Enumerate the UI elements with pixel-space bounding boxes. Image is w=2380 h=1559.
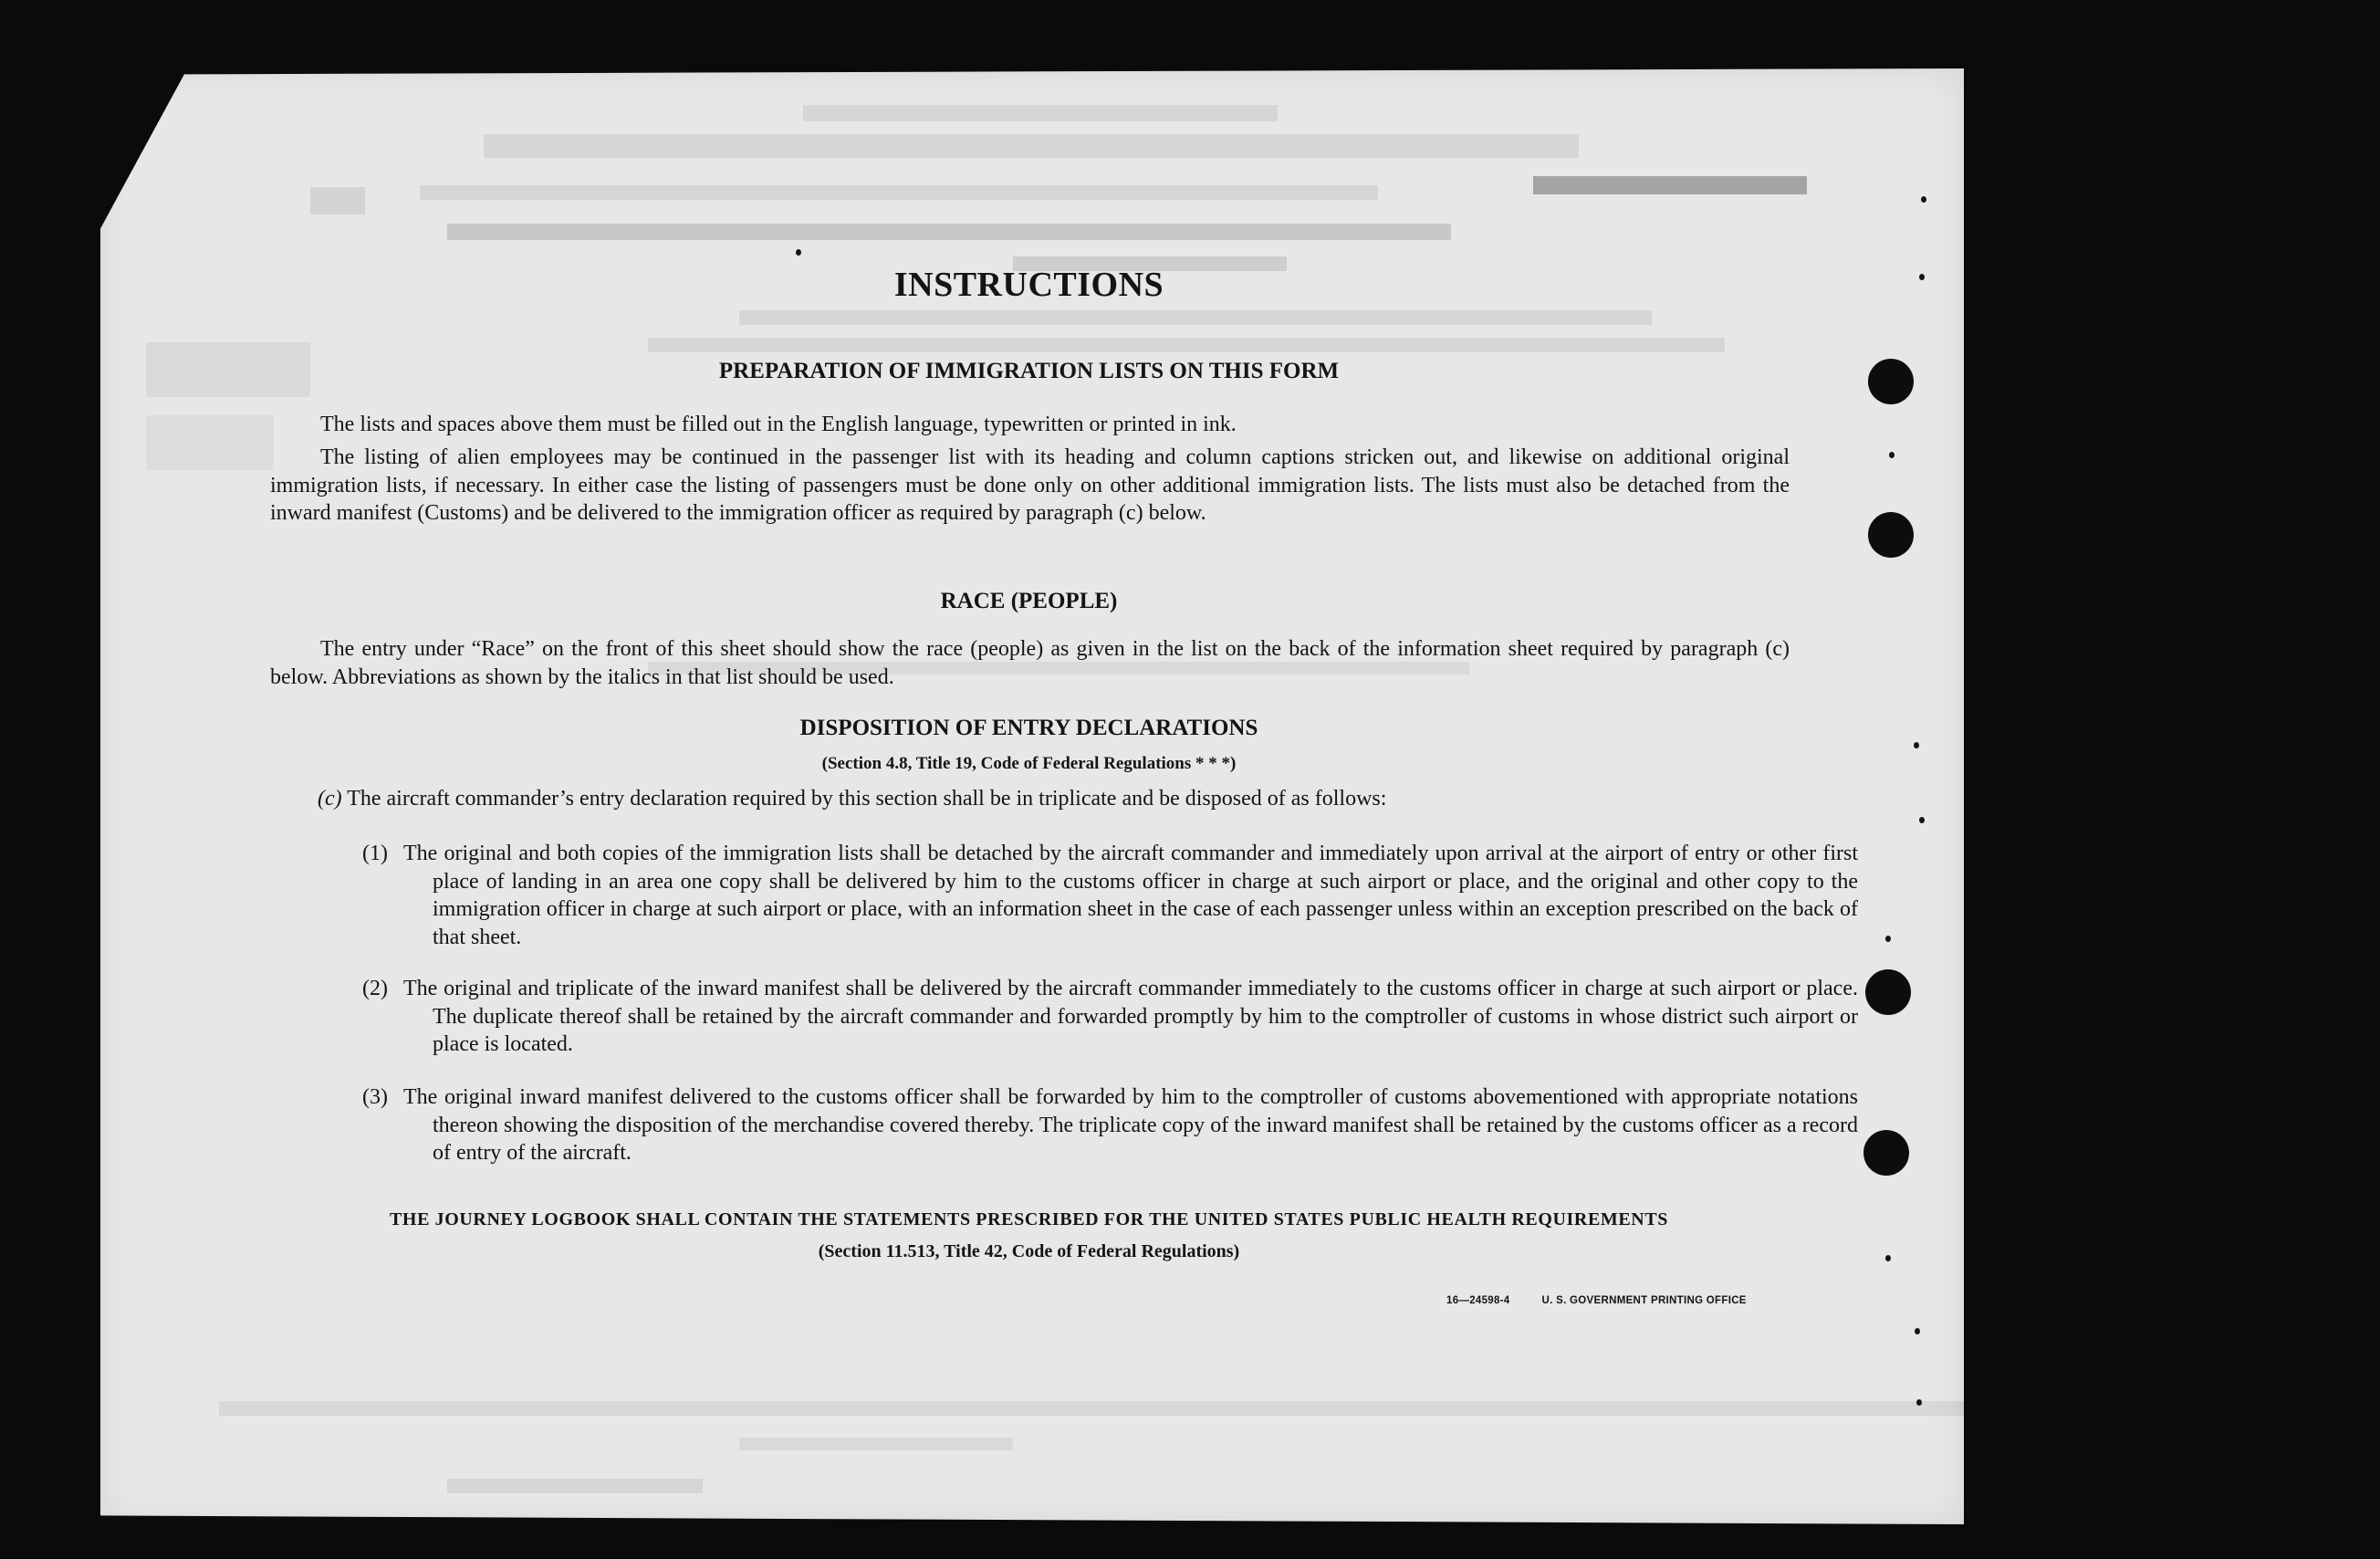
- printer-footer: [1446, 1295, 1747, 1306]
- paragraph-lists-english: The lists and spaces above them must be filled out in the English language, typewritten or printed in ink.: [320, 413, 1237, 436]
- disposition-citation: (Section 4.8, Title 19, Code of Federal Regulations * * *): [821, 754, 1237, 773]
- punch-hole: [1863, 1130, 1909, 1176]
- speck: [1885, 1255, 1891, 1261]
- speck: [1919, 274, 1925, 280]
- document-title: INSTRUCTIONS: [893, 266, 1164, 304]
- speck: [1916, 1399, 1922, 1406]
- disposition-item-3: [362, 1083, 1858, 1167]
- disposition-item-1: [362, 840, 1858, 951]
- form-number: 16—24598-4: [1446, 1295, 1510, 1306]
- speck: [1885, 936, 1891, 942]
- logbook-citation: (Section 11.513, Title 42, Code of Federal Regulations): [818, 1241, 1240, 1261]
- item-text: The original and triplicate of the inward manifest shall be delivered by the aircraft commander immediately to the customs officer in charge at such airport or place. The duplicate thereof shall be retained by the aircraft commander and forwarded promptly by him to the comptroller of customs in whose district such airport or place is located.: [403, 977, 1858, 1056]
- item-number: (2): [362, 977, 388, 1000]
- item-number: (1): [362, 842, 388, 865]
- logbook-statement: THE JOURNEY LOGBOOK SHALL CONTAIN THE STATEMENTS PRESCRIBED FOR THE UNITED STATES PUBLIC HEALTH REQUIREMENTS: [389, 1209, 1669, 1229]
- speck: [796, 249, 801, 256]
- disposition-item-2: [362, 975, 1858, 1059]
- item-text: The original inward manifest delivered to the customs officer shall be forwarded by him to the comptroller of customs abovementioned with appropriate notations thereon showing the disposition of the merchandise covered thereby. The triplicate copy of the inward manifest shall be retained by the customs officer as a record of entry of the aircraft.: [403, 1085, 1858, 1165]
- section-heading-immigration-lists: PREPARATION OF IMMIGRATION LISTS ON THIS FORM: [718, 359, 1340, 383]
- punch-hole: [1868, 512, 1914, 558]
- speck: [1921, 196, 1926, 203]
- speck: [1889, 452, 1895, 458]
- punch-hole: [1868, 359, 1914, 404]
- clause-label: (c): [318, 787, 342, 811]
- speck: [1915, 1328, 1920, 1334]
- punch-hole: [1865, 969, 1911, 1015]
- printing-office: U. S. GOVERNMENT PRINTING OFFICE: [1541, 1295, 1747, 1306]
- paragraph-race: The entry under “Race” on the front of this sheet should show the race (people) as given in the list on the back of the information sheet required by paragraph (c) below. Abbreviations as shown by the italics in that list should be used.: [270, 637, 1790, 689]
- section-heading-disposition: DISPOSITION OF ENTRY DECLARATIONS: [799, 716, 1258, 740]
- clause-text: The aircraft commander’s entry declaration required by this section shall be in triplicate and be disposed of as follows:: [347, 787, 1387, 811]
- speck: [1914, 742, 1919, 748]
- item-number: (3): [362, 1085, 388, 1109]
- clause-c: [318, 785, 1787, 813]
- speck: [1919, 817, 1925, 823]
- section-heading-race: RACE (PEOPLE): [940, 589, 1118, 613]
- paragraph-alien-employees: The listing of alien employees may be continued in the passenger list with its heading and column captions stricken out, and likewise on additional original immigration lists, if necessary. In either case the listing of passengers must be done only on other additional immigration lists. The lists must also be detached from the inward manifest (Customs) and be delivered to the immigration officer as required by paragraph (c) below.: [270, 445, 1790, 525]
- item-text: The original and both copies of the immigration lists shall be detached by the aircraft commander and immediately upon arrival at the airport of entry or other first place of landing in an area one copy shall be delivered by him to the customs officer in charge at such airport or place, and the original and other copy to the immigration officer in charge at such airport or place, with an information sheet in the case of each passenger unless within an exception prescribed on the back of that sheet.: [403, 842, 1858, 949]
